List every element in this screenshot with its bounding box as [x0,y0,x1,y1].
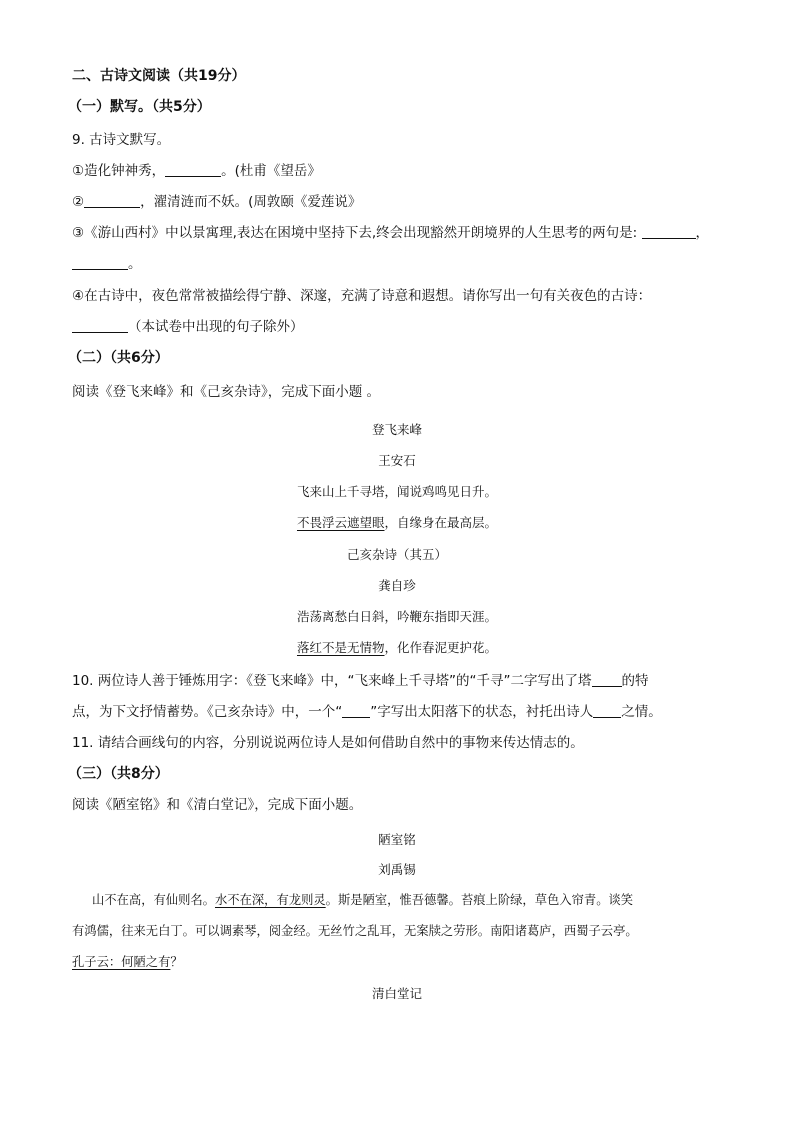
poem1-title: 登飞来峰 [371,422,422,437]
answer-blank[interactable] [165,162,221,177]
answer-blank[interactable] [72,255,128,270]
q9-stem: 9. 古诗文默写。 [72,132,171,148]
section-title: 二、古诗文阅读（共19分） [72,68,246,84]
part1-title: （一）默写。（共5分） [68,99,211,115]
poem2-line1: 浩荡离愁白日斜，吟鞭东指即天涯。 [296,609,497,624]
text1-p3: 孔子云：何陋之有？ [72,955,183,969]
underlined-line: 不畏浮云遮望眼 [296,515,385,530]
answer-blank[interactable] [592,672,622,687]
q9-item3-cont: 。 [72,254,142,274]
poem1-author: 王安石 [378,453,416,468]
underlined-line: 落红不是无情物 [296,640,385,655]
q11: 11. 请结合画线句的内容，分别说说两位诗人是如何借助自然中的事物来传达情志的。 [72,735,584,751]
poem1-line2: 不畏浮云遮望眼，自缘身在最高层。 [296,515,498,530]
poem1-line1: 飞来山上千寻塔，闻说鸡鸣见日升。 [296,484,497,499]
text1-author: 刘禹锡 [378,862,416,877]
poem2-author: 龚自珍 [378,578,416,593]
answer-blank[interactable] [642,224,696,239]
text2-title: 清白堂记 [371,986,422,1001]
text1-p2: 有鸿儒，往来无白丁。可以调素琴，阅金经。无丝竹之乱耳，无案牍之劳形。南阳诸葛庐，西蜀子云亭。 [72,924,638,938]
part2-intro: 阅读《登飞来峰》和《己亥杂诗》，完成下面小题 。 [72,384,381,400]
poem2-line2: 落红不是无情物，化作春泥更护花。 [296,640,498,655]
q9-item4-cont: （本试卷中出现的句子除外） [72,317,304,337]
q10-line1: 10. 两位诗人善于锤炼用字：《登飞来峰》中，“飞来峰上千寻塔”的“千寻”二字写出了塔 的特 [72,673,649,689]
answer-blank[interactable] [72,318,128,333]
q9-item3: ③《游山西村》中以景寓理,表达在困境中坚持下去,终会出现豁然开朗境界的人生思考的两句是: ， [72,225,710,241]
text1-title: 陋室铭 [378,832,416,847]
part3-title: （三）（共8分） [68,766,169,782]
q9-item2: ② ，濯清涟而不妖。(周敦颐《爱莲说》 [72,194,362,210]
part3-intro: 阅读《陋室铭》和《清白堂记》，完成下面小题。 [72,797,363,813]
answer-blank[interactable] [84,193,140,208]
text1-p1: 山不在高，有仙则名。水不在深，有龙则灵。斯是陋室，惟吾德馨。苔痕上阶绿，草色入帘青。谈笑 [92,893,634,907]
answer-blank[interactable] [342,703,370,718]
q9-item4: ④在古诗中，夜色常常被描绘得宁静、深邃，充满了诗意和遐想。请你写出一句有关夜色的古诗： [72,288,652,304]
answer-blank[interactable] [593,703,621,718]
poem2-title: 己亥杂诗（其五） [346,547,447,562]
underlined-line: 水不在深，有龙则灵 [214,893,326,907]
part2-title: （二）（共6分） [68,350,169,366]
q9-item1: ①造化钟神秀， 。(杜甫《望岳》 [72,163,321,179]
underlined-line: 孔子云：何陋之有 [72,955,171,969]
q10-line2: 点，为下文抒情蓄势。《己亥杂诗》中，一个“ ”字写出太阳落下的状态，衬托出诗人 之情。 [72,704,662,720]
